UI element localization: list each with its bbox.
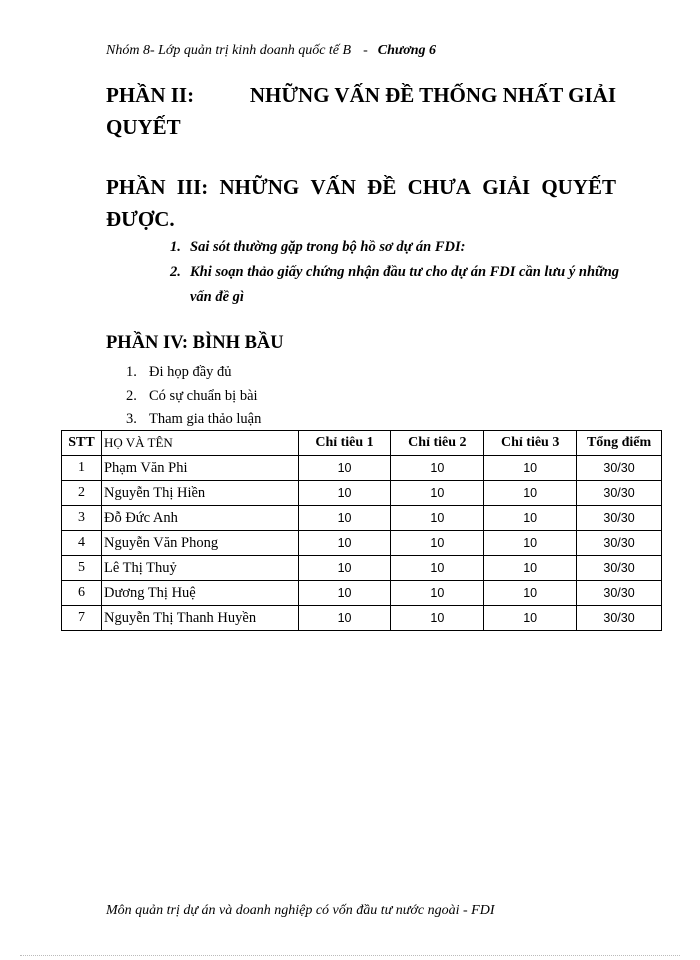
cell-criterion-1: 10	[298, 506, 391, 531]
cell-name: Lê Thị Thuỷ	[101, 556, 298, 581]
section-3-word: QUYẾT	[541, 175, 616, 199]
page-footer: Môn quản trị dự án và doanh nghiệp có vốn đầu tư nước ngoài - FDI	[106, 903, 495, 918]
cell-criterion-2: 10	[391, 531, 484, 556]
cell-criterion-2: 10	[391, 481, 484, 506]
column-header-stt: STT	[62, 431, 102, 456]
cell-total: 30/30	[577, 556, 662, 581]
cell-stt: 5	[62, 556, 102, 581]
cell-criterion-3: 10	[484, 581, 577, 606]
cell-criterion-2: 10	[391, 581, 484, 606]
cell-name: Phạm Văn Phi	[101, 456, 298, 481]
section-3-word: III:	[176, 175, 209, 199]
column-header-criterion-2: Chỉ tiêu 2	[391, 431, 484, 456]
section-3-word: VẤN	[310, 175, 356, 199]
cell-total: 30/30	[577, 606, 662, 631]
section-3-word: GIẢI	[482, 175, 531, 199]
cell-total: 30/30	[577, 456, 662, 481]
page-bottom-divider	[20, 955, 680, 956]
table-row	[62, 481, 662, 506]
cell-total: 30/30	[577, 506, 662, 531]
table-row	[62, 606, 662, 631]
cell-criterion-3: 10	[484, 606, 577, 631]
column-header-criterion-3: Chỉ tiêu 3	[484, 431, 577, 456]
cell-stt: 2	[62, 481, 102, 506]
cell-total: 30/30	[577, 531, 662, 556]
cell-criterion-1: 10	[298, 581, 391, 606]
cell-criterion-2: 10	[391, 456, 484, 481]
column-header-criterion-1: Chỉ tiêu 1	[298, 431, 391, 456]
cell-stt: 3	[62, 506, 102, 531]
cell-criterion-1: 10	[298, 456, 391, 481]
list-item-number: 2.	[126, 387, 137, 404]
section-2-title-line2: QUYẾT	[106, 115, 181, 139]
cell-criterion-3: 10	[484, 506, 577, 531]
list-item	[126, 361, 261, 385]
list-item	[170, 235, 620, 260]
cell-criterion-1: 10	[298, 531, 391, 556]
table-row	[62, 581, 662, 606]
cell-criterion-3: 10	[484, 531, 577, 556]
section-3-list	[170, 235, 620, 310]
table-row	[62, 531, 662, 556]
cell-stt: 7	[62, 606, 102, 631]
table-row	[62, 506, 662, 531]
section-3-word: NHỮNG	[219, 175, 300, 199]
cell-criterion-3: 10	[484, 556, 577, 581]
list-item-number: 2.	[170, 264, 181, 280]
cell-criterion-3: 10	[484, 456, 577, 481]
section-3-heading	[106, 171, 616, 235]
section-3-word: PHẦN	[106, 175, 166, 199]
table-row	[62, 556, 662, 581]
cell-criterion-2: 10	[391, 606, 484, 631]
header-group-text: Nhóm 8- Lớp quản trị kinh doanh quốc tế B	[106, 43, 352, 58]
cell-criterion-1: 10	[298, 556, 391, 581]
list-item	[126, 385, 261, 409]
cell-name: Đỗ Đức Anh	[101, 506, 298, 531]
list-item-text: Có sự chuẩn bị bài	[149, 387, 258, 404]
cell-stt: 6	[62, 581, 102, 606]
cell-total: 30/30	[577, 581, 662, 606]
list-item-text: Đi họp đầy đủ	[149, 364, 232, 380]
list-item-text: Tham gia thảo luận	[149, 411, 262, 427]
list-item-number: 1.	[126, 364, 137, 380]
column-header-total: Tổng điểm	[577, 431, 662, 456]
cell-name: Dương Thị Huệ	[101, 581, 298, 606]
list-item-number: 3.	[126, 411, 137, 427]
cell-name: Nguyễn Thị Thanh Huyền	[101, 606, 298, 631]
cell-criterion-1: 10	[298, 481, 391, 506]
list-item-number: 1.	[170, 239, 181, 255]
cell-total: 30/30	[577, 481, 662, 506]
header-chapter: Chương 6	[377, 43, 437, 58]
list-item	[170, 260, 620, 310]
section-3-word: CHƯA	[407, 175, 471, 199]
section-2-title-line1: NHỮNG VẤN ĐỀ THỐNG NHẤT GIẢI	[249, 83, 616, 107]
section-3-word: ĐỀ	[367, 175, 397, 199]
list-item	[126, 408, 261, 432]
section-2-label: PHẦN II:	[106, 83, 195, 107]
header-separator: -	[363, 43, 368, 58]
cell-name: Nguyễn Văn Phong	[101, 531, 298, 556]
column-header-name: HỌ VÀ TÊN	[101, 431, 298, 456]
cell-name: Nguyễn Thị Hiền	[101, 481, 298, 506]
criteria-list	[126, 361, 261, 432]
cell-stt: 4	[62, 531, 102, 556]
page-header	[106, 43, 436, 59]
section-4-heading: PHẦN IV: BÌNH BẦU	[106, 333, 284, 353]
list-item-text: Sai sót thường gặp trong bộ hồ sơ dự án FDI:	[190, 239, 466, 255]
section-2-heading	[106, 79, 616, 143]
list-item-text: Khi soạn thảo giấy chứng nhận đầu tư cho dự án FDI cần lưu ý những vấn đề gì	[190, 264, 620, 305]
table-header-row	[62, 431, 662, 456]
cell-criterion-1: 10	[298, 606, 391, 631]
score-table	[61, 430, 662, 631]
table-row	[62, 456, 662, 481]
cell-criterion-2: 10	[391, 556, 484, 581]
cell-criterion-3: 10	[484, 481, 577, 506]
section-3-title-line2: ĐƯỢC.	[106, 207, 175, 231]
cell-stt: 1	[62, 456, 102, 481]
cell-criterion-2: 10	[391, 506, 484, 531]
